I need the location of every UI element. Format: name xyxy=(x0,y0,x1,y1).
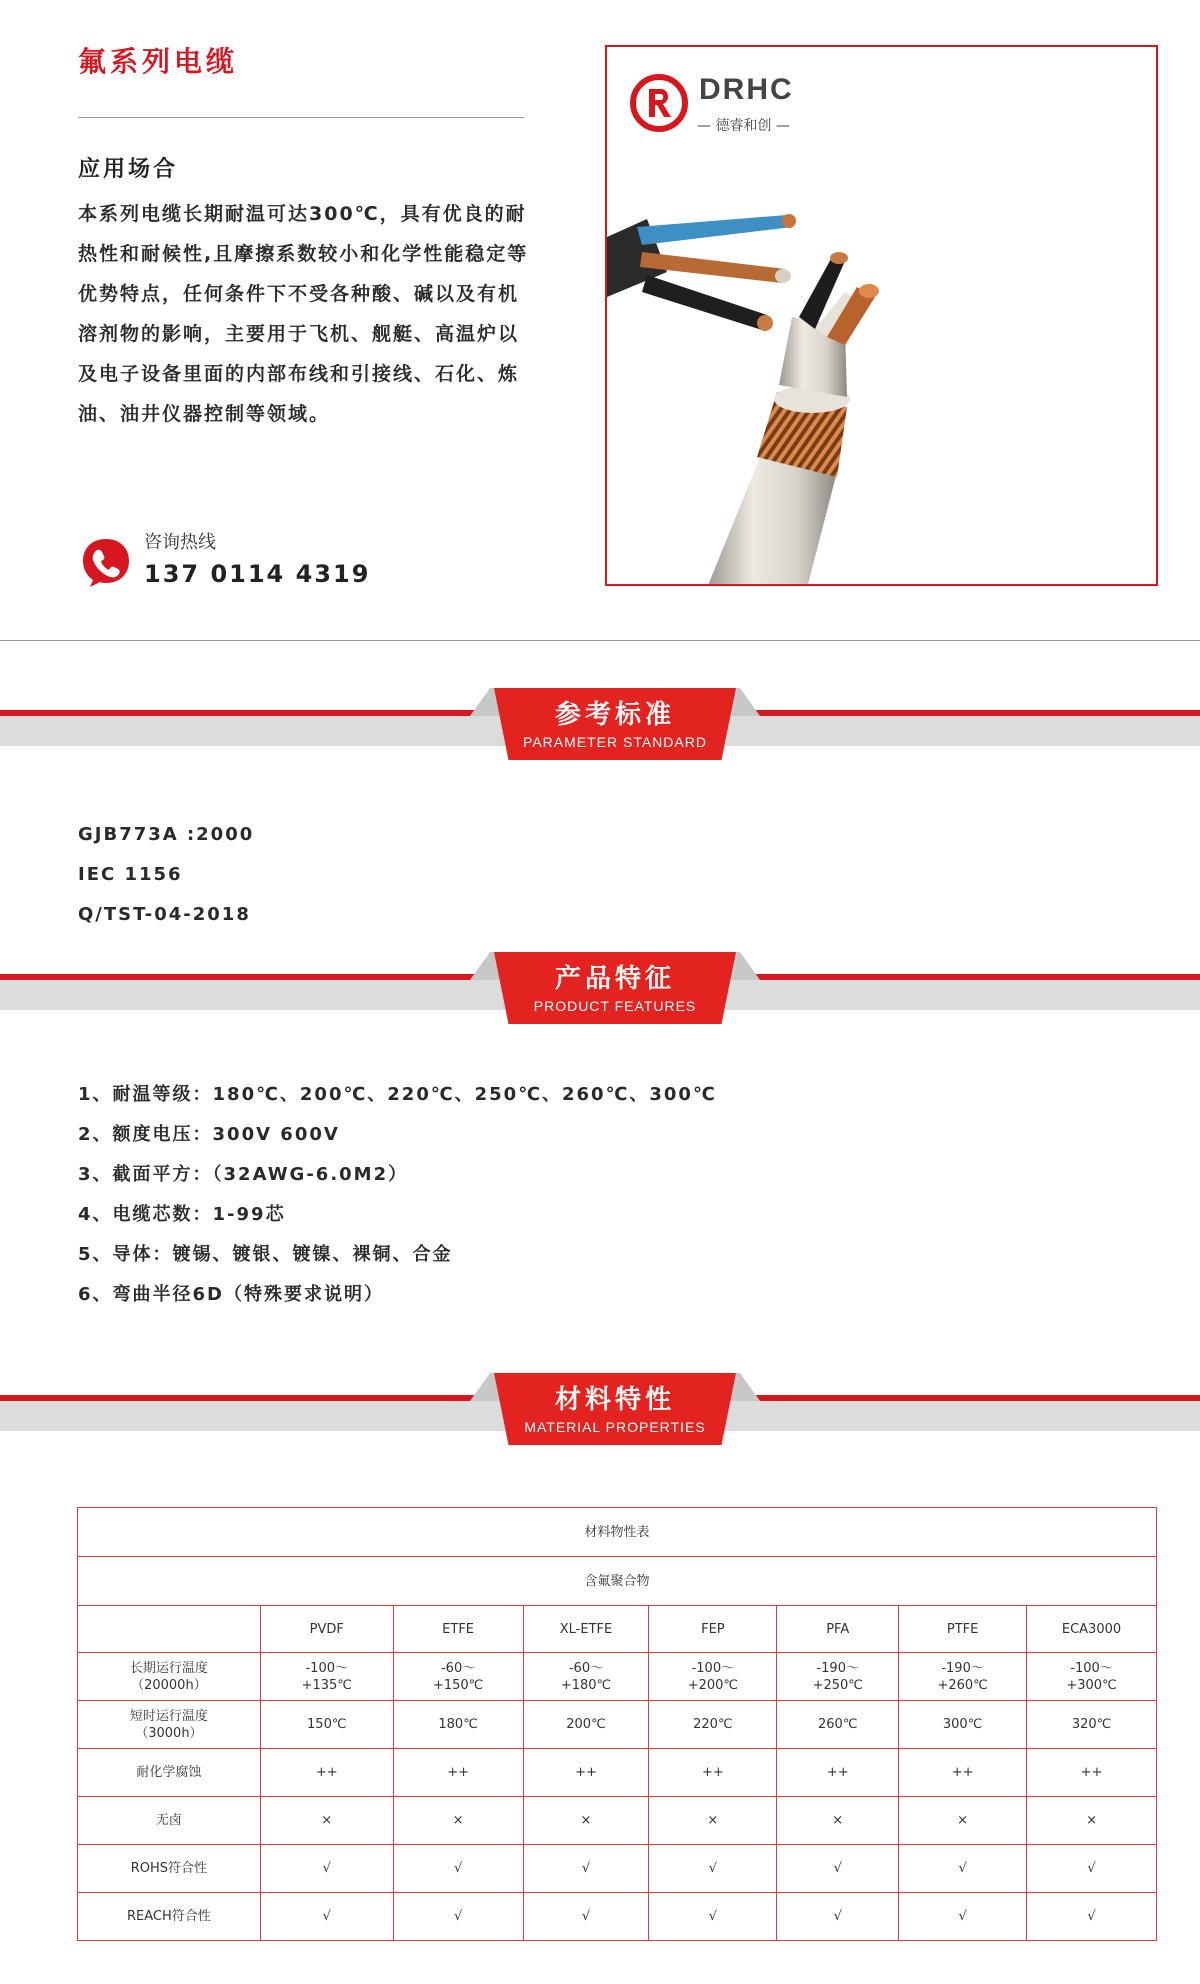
list-item: 2、额度电压：300V 600V xyxy=(78,1124,340,1145)
table-cell: × xyxy=(899,1797,1027,1845)
hotline-label: 咨询热线 xyxy=(144,532,216,553)
table-cell: ++ xyxy=(260,1749,393,1797)
table-cell: 180℃ xyxy=(393,1701,523,1749)
page-title: 氟系列电缆 xyxy=(78,45,239,78)
list-item: 1、耐温等级：180℃、200℃、220℃、250℃、260℃、300℃ xyxy=(78,1084,717,1105)
table-cell: √ xyxy=(649,1893,777,1941)
application-heading: 应用场合 xyxy=(78,157,179,182)
table-cell: 150℃ xyxy=(260,1701,393,1749)
table-cell: -100～ +135℃ xyxy=(260,1653,393,1701)
table-cell: 260℃ xyxy=(777,1701,899,1749)
table-cell: √ xyxy=(899,1845,1027,1893)
table-row-label: 长期运行温度 （20000h） xyxy=(78,1653,261,1701)
table-row-label: 短时运行温度 （3000h） xyxy=(78,1701,261,1749)
table-cell: × xyxy=(649,1797,777,1845)
list-item: 6、弯曲半径6D（特殊要求说明） xyxy=(78,1284,384,1305)
table-title: 材料物性表 xyxy=(78,1508,1157,1557)
hotline-number[interactable]: 137 0114 4319 xyxy=(144,560,371,588)
table-cell: ++ xyxy=(393,1749,523,1797)
table-cell: √ xyxy=(523,1893,649,1941)
table-cell: √ xyxy=(1027,1845,1157,1893)
table-cell: -100～ +200℃ xyxy=(649,1653,777,1701)
table-cell: -60～ +150℃ xyxy=(393,1653,523,1701)
table-row-label: 耐化学腐蚀 xyxy=(78,1749,261,1797)
table-header-cell: PFA xyxy=(777,1606,899,1653)
table-cell: 300℃ xyxy=(899,1701,1027,1749)
banner-title: 产品特征 xyxy=(554,964,675,994)
table-cell: ++ xyxy=(649,1749,777,1797)
table-row-label: ROHS符合性 xyxy=(78,1845,261,1893)
list-item: IEC 1156 xyxy=(78,864,183,885)
title-divider xyxy=(78,117,524,118)
list-item: 3、截面平方：（32AWG-6.0M2） xyxy=(78,1164,409,1185)
table-cell: √ xyxy=(649,1845,777,1893)
description-text: 本系列电缆长期耐温可达300℃，具有优良的耐热性和耐候性,且摩擦系数较小和化学性能稳定等优势特点，任何条件下不受各种酸、碱以及有机溶剂物的影响，主要用于飞机、舰艇、高温炉以及电子设备里面的内部布线和引接线、石化、炼油、油井仪器控制等领域。 xyxy=(78,203,529,425)
table-row-label: REACH符合性 xyxy=(78,1893,261,1941)
table-cell: √ xyxy=(260,1845,393,1893)
section-divider xyxy=(0,640,1200,641)
table-header-cell: PVDF xyxy=(260,1606,393,1653)
table-row xyxy=(78,1893,1157,1941)
brand-logo xyxy=(629,73,889,143)
standards-list xyxy=(78,815,254,935)
drhc-logo-icon xyxy=(629,73,689,133)
table-cell: ++ xyxy=(899,1749,1027,1797)
table-cell: √ xyxy=(393,1845,523,1893)
table-cell: × xyxy=(777,1797,899,1845)
table-header-cell: XL-ETFE xyxy=(523,1606,649,1653)
table-header-empty xyxy=(78,1606,261,1653)
logo-subtitle: — 德睿和创 — xyxy=(697,118,790,134)
table-header-cell: PTFE xyxy=(899,1606,1027,1653)
product-image-frame xyxy=(605,45,1158,586)
table-header-cell: ETFE xyxy=(393,1606,523,1653)
table-row xyxy=(78,1749,1157,1797)
table-cell: √ xyxy=(393,1893,523,1941)
list-item: 5、导体：镀锡、镀银、镀镍、裸铜、合金 xyxy=(78,1244,453,1265)
table-cell: ++ xyxy=(1027,1749,1157,1797)
table-cell: 200℃ xyxy=(523,1701,649,1749)
table-cell: √ xyxy=(899,1893,1027,1941)
banner-material-properties xyxy=(0,1373,1200,1445)
table-cell: √ xyxy=(523,1845,649,1893)
table-row xyxy=(78,1845,1157,1893)
table-row xyxy=(78,1701,1157,1749)
table-cell: 220℃ xyxy=(649,1701,777,1749)
table-cell: -100～ +300℃ xyxy=(1027,1653,1157,1701)
table-cell: √ xyxy=(777,1893,899,1941)
table-cell: √ xyxy=(260,1893,393,1941)
table-header-cell: ECA3000 xyxy=(1027,1606,1157,1653)
table-cell: -190～ +250℃ xyxy=(777,1653,899,1701)
table-cell: × xyxy=(1027,1797,1157,1845)
table-header-row xyxy=(78,1606,1157,1653)
table-group-title: 含氟聚合物 xyxy=(78,1557,1157,1606)
list-item: Q/TST-04-2018 xyxy=(78,904,251,925)
banner-title: 材料特性 xyxy=(554,1385,675,1415)
material-properties-table xyxy=(77,1507,1157,1941)
features-list xyxy=(78,1075,717,1315)
table-cell: × xyxy=(260,1797,393,1845)
table-cell: √ xyxy=(1027,1893,1157,1941)
table-cell: ++ xyxy=(523,1749,649,1797)
table-cell: -60～ +180℃ xyxy=(523,1653,649,1701)
banner-parameter-standard xyxy=(0,688,1200,760)
table-cell: √ xyxy=(777,1845,899,1893)
banner-subtitle: PARAMETER STANDARD xyxy=(523,734,707,750)
table-row-label: 无卤 xyxy=(78,1797,261,1845)
table-cell: ++ xyxy=(777,1749,899,1797)
banner-product-features xyxy=(0,952,1200,1024)
table-row xyxy=(78,1797,1157,1845)
list-item: 4、电缆芯数：1-99芯 xyxy=(78,1204,286,1225)
logo-name: DRHC xyxy=(699,73,794,106)
table-cell: × xyxy=(393,1797,523,1845)
phone-icon xyxy=(80,536,132,588)
table-cell: -190～ +260℃ xyxy=(899,1653,1027,1701)
table-cell: 320℃ xyxy=(1027,1701,1157,1749)
banner-subtitle: PRODUCT FEATURES xyxy=(533,998,697,1014)
table-header-cell: FEP xyxy=(649,1606,777,1653)
list-item: GJB773A :2000 xyxy=(78,824,255,845)
banner-title: 参考标准 xyxy=(554,700,675,730)
table-row xyxy=(78,1653,1157,1701)
table-cell: × xyxy=(523,1797,649,1845)
banner-subtitle: MATERIAL PROPERTIES xyxy=(524,1419,706,1435)
